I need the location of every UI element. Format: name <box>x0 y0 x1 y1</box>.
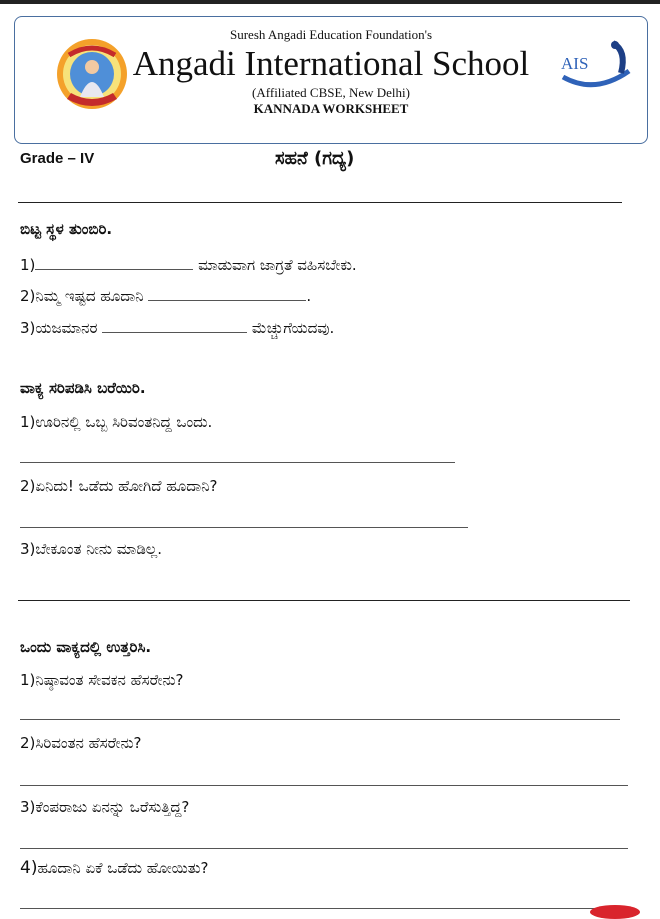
question-item: 2)ಸಿರಿವಂತನ ಹೆಸರೇನು? <box>20 734 142 752</box>
ais-logo-text: AIS <box>561 54 589 73</box>
fill-blank-item: 2)ನಿಮ್ಮ ಇಷ್ಟದ ಹೂದಾನಿ . <box>20 287 312 305</box>
blank-line[interactable] <box>35 255 193 270</box>
blank-line[interactable] <box>102 318 247 333</box>
worksheet-title: KANNADA WORKSHEET <box>253 101 409 116</box>
question-item: 4)ಹೂದಾನಿ ಏಕೆ ಒಡೆದು ಹೋಯಿತು? <box>20 858 209 878</box>
answer-line[interactable] <box>20 462 455 463</box>
section3-heading: ಒಂದು ವಾಕ್ಯದಲ್ಲಿ ಉತ್ತರಿಸಿ. <box>20 638 152 656</box>
school-header <box>14 16 648 144</box>
top-border <box>0 0 660 4</box>
divider <box>18 600 630 601</box>
ais-logo-icon <box>555 37 635 97</box>
school-name: Angadi International School <box>132 44 530 83</box>
sentence-item: 2)ಏನಿದು! ಒಡೆದು ಹೋಗಿದೆ ಹೂದಾನಿ? <box>20 477 218 495</box>
red-mark <box>590 905 640 919</box>
answer-line[interactable] <box>20 719 620 720</box>
lesson-title: ಸಹನೆ (ಗದ್ಯ) <box>275 148 355 169</box>
question-item: 3)ಕೆಂಪರಾಜು ಏನನ್ನು ಒರೆಸುತ್ತಿದ್ದ? <box>20 798 190 816</box>
answer-line[interactable] <box>20 908 628 909</box>
sentence-item: 1)ಊರಿನಲ್ಲಿ ಒಬ್ಬ ಸಿರಿವಂತನಿದ್ದ ಒಂದು. <box>20 413 213 431</box>
answer-line[interactable] <box>20 848 628 849</box>
answer-line[interactable] <box>20 527 468 528</box>
question-item: 1)ನಿಷ್ಠಾವಂತ ಸೇವಕನ ಹೆಸರೇನು? <box>20 671 184 689</box>
section2-heading: ವಾಕ್ಯ ಸರಿಪಡಿಸಿ ಬರೆಯಿರಿ. <box>20 379 146 397</box>
sentence-item: 3)ಬೇಕೂಂತ ನೀನು ಮಾಡಿಲ್ಲ. <box>20 540 163 558</box>
divider <box>18 202 622 203</box>
affiliation: (Affiliated CBSE, New Delhi) <box>252 85 410 100</box>
fill-blank-item: 1) ಮಾಡುವಾಗ ಜಾಗ್ರತೆ ವಹಿಸಬೇಕು. <box>20 256 357 274</box>
foundation-name: Suresh Angadi Education Foundation's <box>229 27 433 42</box>
blank-line[interactable] <box>148 286 306 301</box>
section1-heading: ಬಿಟ್ಟ ಸ್ಥಳ ತುಂಬಿರಿ. <box>20 220 113 238</box>
grade-label: Grade – IV <box>20 150 95 167</box>
answer-line[interactable] <box>20 785 628 786</box>
fill-blank-item: 3)ಯಜಮಾನರ ಮೆಚ್ಚುಗೆಯದವು. <box>20 319 335 337</box>
